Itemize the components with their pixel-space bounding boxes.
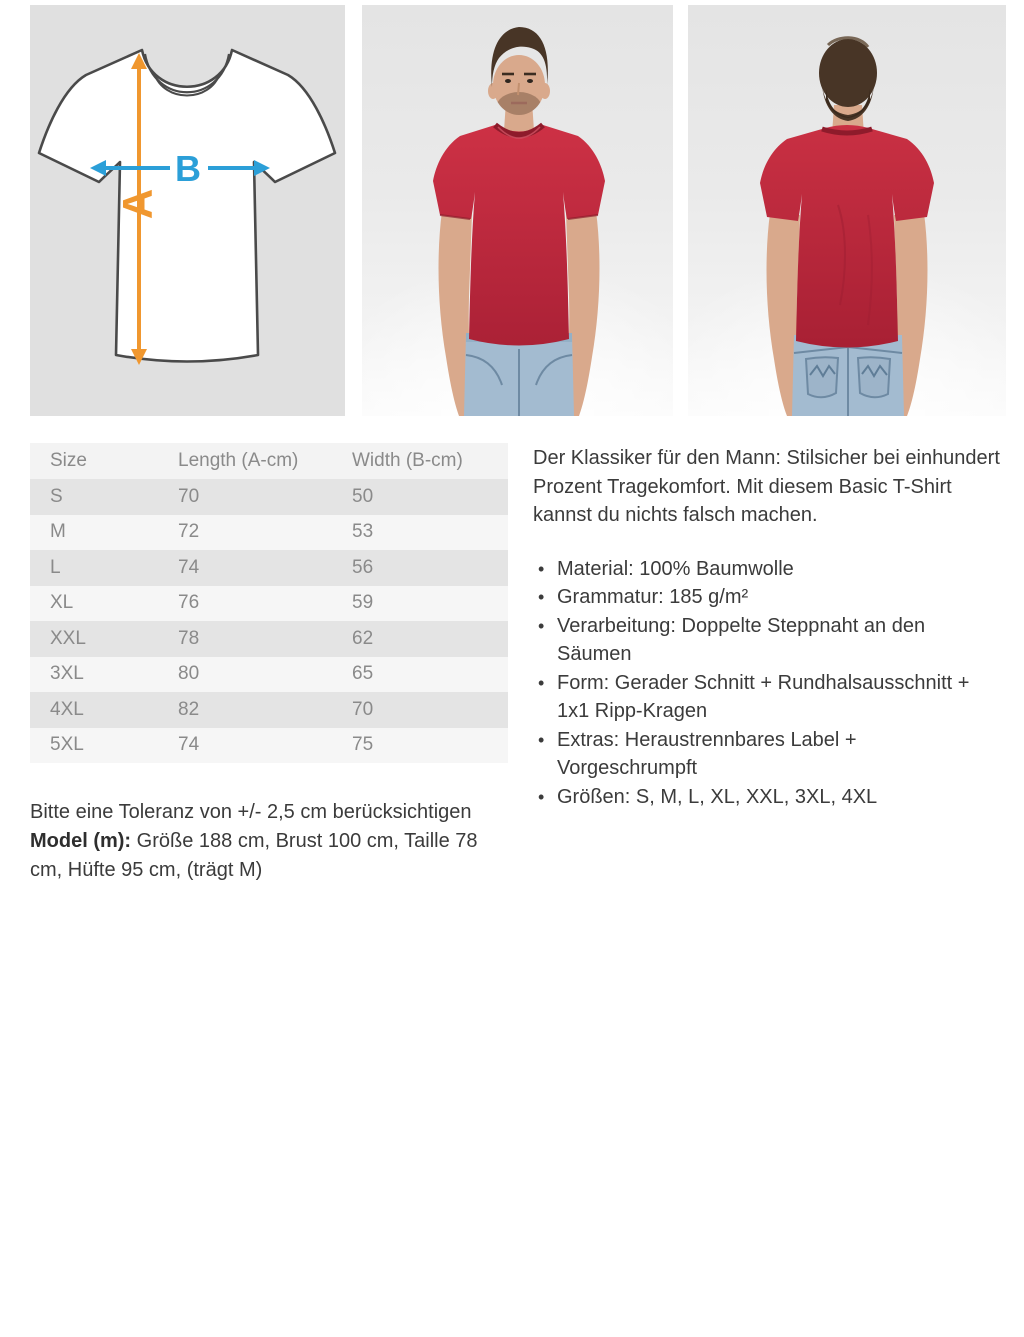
- cell-size: 3XL: [50, 663, 84, 685]
- table-row: [30, 550, 508, 586]
- cell-size: M: [50, 521, 66, 543]
- table-row: [30, 728, 508, 764]
- model-front-photo: [362, 5, 673, 416]
- front-head: [488, 27, 550, 124]
- sizing-notes: [30, 798, 482, 885]
- cell-width: 56: [352, 556, 374, 578]
- feature-verarbeitung: • Verarbeitung: Doppelte Steppnaht an den Säumen: [533, 612, 979, 669]
- cell-size: XXL: [50, 627, 86, 649]
- cell-length: 72: [178, 521, 200, 543]
- cell-length: 78: [178, 627, 200, 649]
- product-description: [533, 444, 1011, 811]
- width-label: B: [175, 148, 201, 189]
- cell-length: 74: [178, 556, 200, 578]
- feature-groessen: • Größen: S, M, L, XL, XXL, 3XL, 4XL: [533, 783, 979, 812]
- cell-length: 76: [178, 592, 200, 614]
- cell-width: 70: [352, 698, 374, 720]
- size-diagram-image: [30, 5, 345, 416]
- model-back-illustration: [688, 5, 1006, 416]
- cell-size: XL: [50, 592, 74, 614]
- cell-length: 70: [178, 485, 200, 507]
- table-row: [30, 479, 508, 515]
- size-table-header: [30, 443, 508, 479]
- feature-extras: • Extras: Heraustrennbares Label + Vorgeschrumpft: [533, 726, 979, 783]
- table-row: [30, 515, 508, 551]
- size-table: [30, 443, 508, 763]
- table-row: [30, 621, 508, 657]
- feature-list: [533, 555, 979, 812]
- cell-width: 62: [352, 627, 374, 649]
- cell-length: 74: [178, 734, 200, 756]
- model-back-photo: [688, 5, 1006, 416]
- cell-width: 53: [352, 521, 374, 543]
- cell-width: 65: [352, 663, 374, 685]
- cell-size: 5XL: [50, 734, 84, 756]
- length-label: A: [114, 188, 161, 220]
- model-note-text: Größe 188 cm, Brust 100 cm, Taille 78 cm, Hüfte 95 cm, (trägt M): [30, 830, 478, 881]
- description-intro: Der Klassiker für den Mann: Stilsicher bei einhundert Prozent Tragekomfort. Mit diesem Basic T-Shirt kannst du nichts falsch machen.: [533, 447, 1000, 526]
- tolerance-note: Bitte eine Toleranz von +/- 2,5 cm berücksichtigen: [30, 801, 472, 823]
- table-row: [30, 586, 508, 622]
- cell-size: S: [50, 485, 63, 507]
- table-row: [30, 657, 508, 693]
- col-header-width: Width (B-cm): [352, 450, 463, 471]
- table-row: [30, 692, 508, 728]
- cell-length: 82: [178, 698, 200, 720]
- cell-width: 59: [352, 592, 374, 614]
- cell-length: 80: [178, 663, 200, 685]
- cell-size: 4XL: [50, 698, 84, 720]
- cell-width: 75: [352, 734, 374, 756]
- model-note-label: Model (m):: [30, 830, 132, 852]
- tshirt-outline-icon: [39, 50, 335, 362]
- model-front-illustration: [362, 5, 673, 416]
- cell-width: 50: [352, 485, 374, 507]
- tshirt-measurement-diagram: [30, 5, 345, 416]
- feature-form: • Form: Gerader Schnitt + Rundhalsausschnitt + 1x1 Ripp-Kragen: [533, 669, 979, 726]
- feature-grammatur: • Grammatur: 185 g/m²: [533, 583, 979, 612]
- model-note: [30, 827, 482, 885]
- col-header-length: Length (A-cm): [178, 450, 299, 471]
- cell-size: L: [50, 556, 61, 578]
- feature-material: • Material: 100% Baumwolle: [533, 555, 979, 584]
- col-header-size: Size: [50, 450, 87, 471]
